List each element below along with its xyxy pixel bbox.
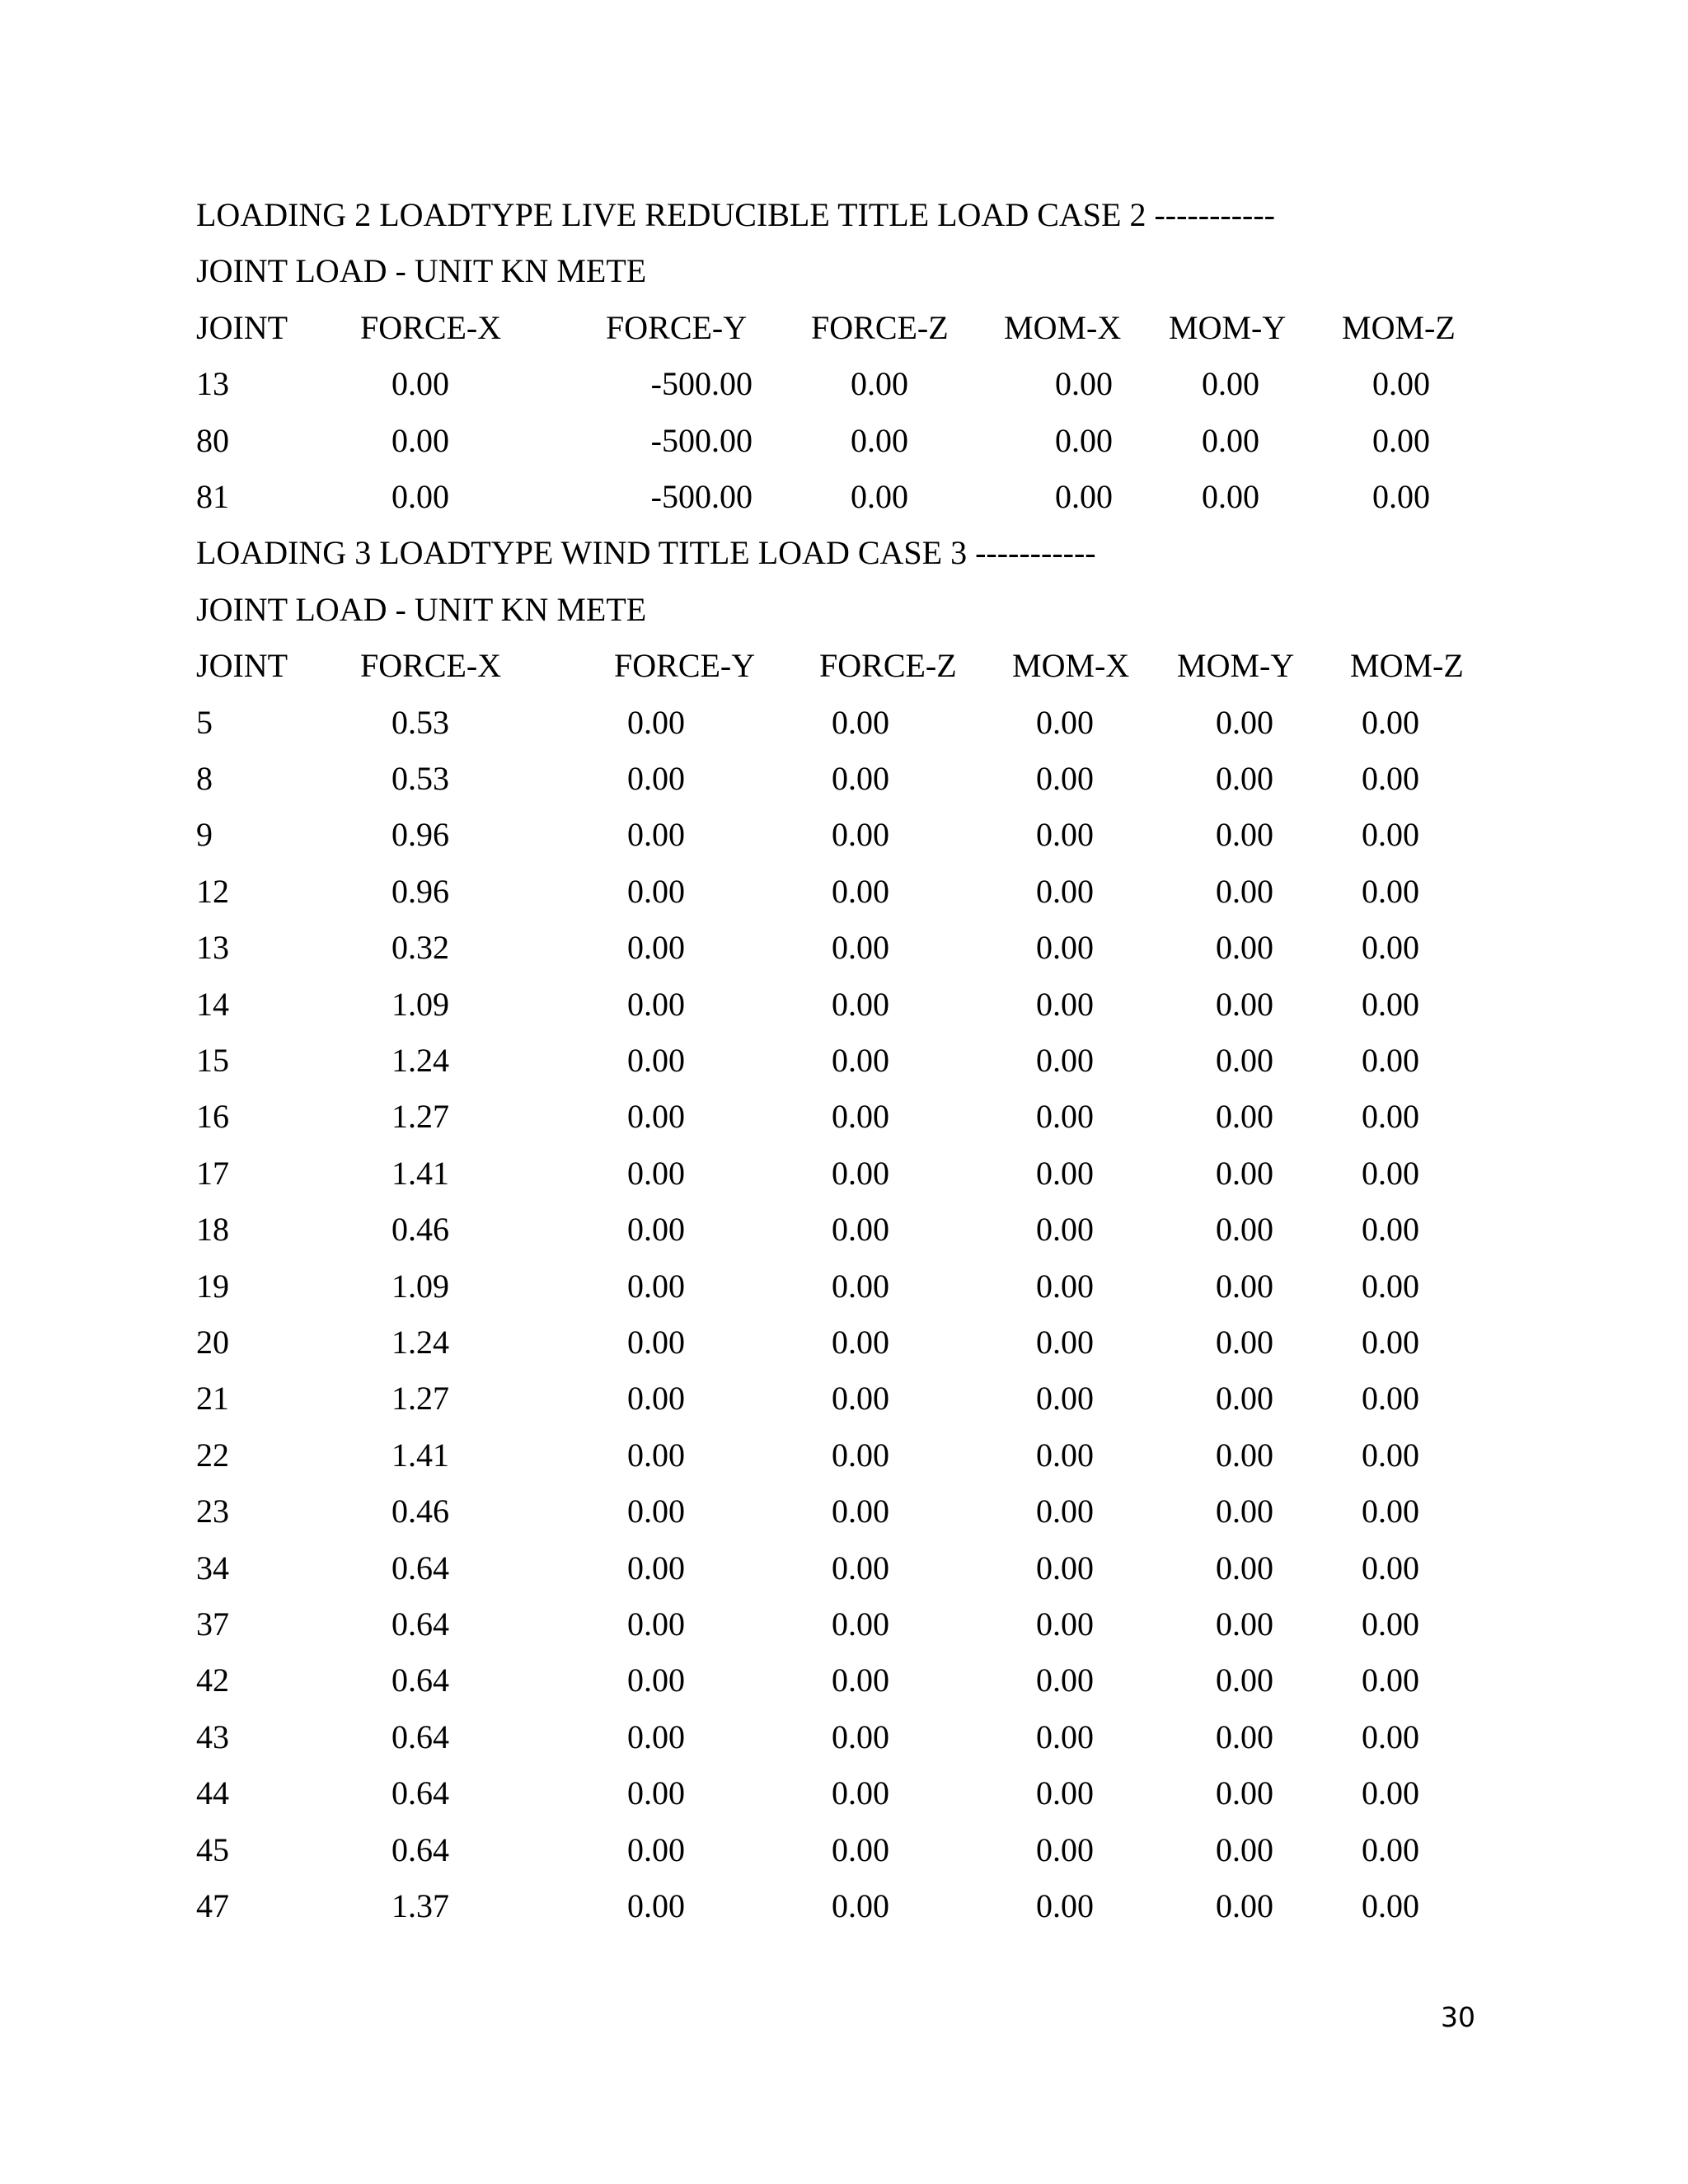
value-cell: 1.41	[392, 1154, 449, 1192]
value-cell: 0.53	[392, 760, 449, 797]
table-row	[0, 873, 1688, 911]
value-cell: 0.00	[832, 1380, 889, 1418]
value-cell: 0.00	[832, 1098, 889, 1136]
value-cell: 0.00	[1362, 1211, 1419, 1249]
value-cell: 0.00	[1202, 365, 1259, 403]
table-row	[0, 1549, 1688, 1587]
value-cell: 1.09	[392, 985, 449, 1023]
value-cell: 0.00	[1216, 1549, 1273, 1586]
value-cell: 0.00	[627, 1830, 685, 1868]
column-header: MOM-X	[1012, 647, 1130, 685]
joint-cell: 34	[196, 1549, 229, 1586]
value-cell: 0.00	[1202, 421, 1259, 459]
value-cell: 0.00	[832, 1887, 889, 1924]
value-cell: 0.00	[1036, 1830, 1094, 1868]
value-cell: 0.00	[1055, 421, 1113, 459]
value-cell: 0.64	[392, 1774, 449, 1812]
value-cell: 0.00	[1362, 1042, 1419, 1079]
value-cell: 0.00	[627, 1605, 685, 1643]
value-cell: 0.00	[1036, 1380, 1094, 1418]
joint-cell: 23	[196, 1493, 229, 1530]
value-cell: 0.00	[1216, 872, 1273, 910]
table-row	[0, 1324, 1688, 1361]
value-cell: 0.00	[1202, 478, 1259, 515]
table-row	[0, 704, 1688, 742]
value-cell: 0.00	[1036, 816, 1094, 854]
value-cell: 0.00	[1036, 1605, 1094, 1643]
value-cell: 0.00	[832, 1436, 889, 1474]
value-cell: 0.00	[1216, 1830, 1273, 1868]
value-cell: 0.00	[1216, 1887, 1273, 1924]
table-row	[0, 1211, 1688, 1249]
value-cell: 0.00	[1216, 1493, 1273, 1530]
value-cell: 0.00	[627, 760, 685, 797]
joint-cell: 42	[196, 1661, 229, 1699]
joint-cell: 43	[196, 1718, 229, 1755]
section-subheading: JOINT LOAD - UNIT KN METE	[196, 590, 647, 628]
value-cell: 0.00	[627, 929, 685, 967]
value-cell: 0.00	[627, 816, 685, 854]
value-cell: 0.00	[1036, 703, 1094, 741]
column-header: FORCE-Y	[614, 647, 756, 685]
joint-cell: 9	[196, 816, 213, 854]
table-row	[0, 760, 1688, 798]
table-row	[0, 1661, 1688, 1699]
value-cell: 0.00	[1216, 1774, 1273, 1812]
value-cell: 0.00	[1362, 1774, 1419, 1812]
section-subheading: JOINT LOAD - UNIT KN METE	[196, 252, 647, 290]
value-cell: 0.00	[832, 1774, 889, 1812]
value-cell: 0.00	[1362, 1267, 1419, 1305]
value-cell: 0.46	[392, 1211, 449, 1249]
value-cell: 0.00	[1362, 816, 1419, 854]
joint-cell: 13	[196, 365, 229, 403]
table-row	[0, 365, 1688, 403]
value-cell: 0.53	[392, 703, 449, 741]
value-cell: 1.37	[392, 1887, 449, 1924]
value-cell: 0.00	[627, 1267, 685, 1305]
value-cell: 0.00	[832, 1154, 889, 1192]
joint-cell: 15	[196, 1042, 229, 1079]
value-cell: 0.46	[392, 1493, 449, 1530]
value-cell: 0.00	[1362, 1324, 1419, 1361]
joint-cell: 45	[196, 1830, 229, 1868]
value-cell: 0.00	[627, 1718, 685, 1755]
joint-cell: 12	[196, 872, 229, 910]
table-row	[0, 816, 1688, 854]
value-cell: 0.00	[851, 478, 908, 515]
value-cell: 0.00	[1216, 703, 1273, 741]
value-cell: 1.41	[392, 1436, 449, 1474]
column-header: MOM-Z	[1350, 647, 1464, 685]
value-cell: 0.00	[627, 703, 685, 741]
value-cell: 0.00	[1362, 872, 1419, 910]
table-row	[0, 1268, 1688, 1305]
table-header-row	[0, 309, 1688, 347]
value-cell: 1.24	[392, 1042, 449, 1079]
value-cell: 0.00	[832, 872, 889, 910]
value-cell: 0.64	[392, 1605, 449, 1643]
value-cell: -500.00	[650, 365, 753, 403]
joint-cell: 22	[196, 1436, 229, 1474]
value-cell: 0.00	[627, 1887, 685, 1924]
column-header: JOINT	[196, 647, 288, 685]
value-cell: 0.00	[1036, 1154, 1094, 1192]
value-cell: 0.00	[1362, 1718, 1419, 1755]
value-cell: 0.96	[392, 816, 449, 854]
value-cell: 0.00	[1216, 760, 1273, 797]
value-cell: 0.00	[1036, 1661, 1094, 1699]
table-header-row	[0, 647, 1688, 685]
value-cell: 0.00	[1216, 1098, 1273, 1136]
value-cell: 0.00	[1372, 478, 1430, 515]
value-cell: 0.96	[392, 872, 449, 910]
joint-cell: 17	[196, 1154, 229, 1192]
value-cell: 0.00	[832, 1661, 889, 1699]
value-cell: 0.00	[627, 1436, 685, 1474]
value-cell: 0.00	[1216, 1605, 1273, 1643]
table-row	[0, 1380, 1688, 1418]
value-cell: 0.00	[832, 703, 889, 741]
joint-cell: 18	[196, 1211, 229, 1249]
page-number: 30	[1441, 2001, 1475, 2033]
value-cell: 0.00	[1362, 1549, 1419, 1586]
value-cell: -500.00	[650, 421, 753, 459]
value-cell: 0.00	[832, 1324, 889, 1361]
table-row	[0, 1887, 1688, 1925]
column-header: MOM-Y	[1169, 308, 1287, 346]
column-header: FORCE-Z	[811, 308, 949, 346]
column-header: FORCE-Y	[606, 308, 748, 346]
table-row	[0, 1831, 1688, 1869]
joint-cell: 13	[196, 929, 229, 967]
value-cell: 0.00	[1036, 872, 1094, 910]
value-cell: 0.00	[1362, 1436, 1419, 1474]
value-cell: 0.00	[1216, 1324, 1273, 1361]
joint-cell: 81	[196, 478, 229, 515]
joint-cell: 14	[196, 985, 229, 1023]
value-cell: 0.00	[832, 985, 889, 1023]
value-cell: 1.09	[392, 1267, 449, 1305]
joint-cell: 37	[196, 1605, 229, 1643]
value-cell: 1.24	[392, 1324, 449, 1361]
table-row	[0, 929, 1688, 967]
value-cell: -500.00	[650, 478, 753, 515]
value-cell: 0.00	[1362, 985, 1419, 1023]
value-cell: 0.00	[1036, 1718, 1094, 1755]
table-row	[0, 1493, 1688, 1530]
value-cell: 0.00	[832, 816, 889, 854]
joint-cell: 47	[196, 1887, 229, 1924]
value-cell: 0.00	[1036, 1267, 1094, 1305]
value-cell: 0.00	[832, 1211, 889, 1249]
table-row	[0, 478, 1688, 516]
value-cell: 0.00	[851, 365, 908, 403]
table-row	[0, 1042, 1688, 1080]
value-cell: 0.00	[832, 1267, 889, 1305]
value-cell: 0.00	[1036, 1042, 1094, 1079]
value-cell: 0.00	[1362, 1380, 1419, 1418]
value-cell: 0.00	[392, 478, 449, 515]
value-cell: 0.00	[1362, 1605, 1419, 1643]
value-cell: 0.00	[1216, 1661, 1273, 1699]
value-cell: 0.00	[1216, 1267, 1273, 1305]
value-cell: 0.00	[1036, 929, 1094, 967]
value-cell: 0.00	[1036, 985, 1094, 1023]
value-cell: 1.27	[392, 1098, 449, 1136]
table-row	[0, 1718, 1688, 1756]
value-cell: 0.00	[832, 760, 889, 797]
value-cell: 0.00	[1362, 1830, 1419, 1868]
value-cell: 0.00	[1036, 1887, 1094, 1924]
joint-cell: 19	[196, 1267, 229, 1305]
joint-cell: 20	[196, 1324, 229, 1361]
value-cell: 0.64	[392, 1718, 449, 1755]
value-cell: 0.00	[627, 1324, 685, 1361]
value-cell: 0.00	[1036, 1324, 1094, 1361]
table-row	[0, 422, 1688, 460]
column-header: MOM-Z	[1342, 308, 1456, 346]
value-cell: 0.00	[1362, 1098, 1419, 1136]
value-cell: 0.00	[1036, 1436, 1094, 1474]
joint-cell: 21	[196, 1380, 229, 1418]
value-cell: 0.00	[392, 365, 449, 403]
value-cell: 0.00	[1036, 1493, 1094, 1530]
value-cell: 0.00	[1216, 1211, 1273, 1249]
value-cell: 0.00	[392, 421, 449, 459]
joint-cell: 8	[196, 760, 213, 797]
table-row	[0, 1774, 1688, 1812]
joint-cell: 5	[196, 703, 213, 741]
value-cell: 1.27	[392, 1380, 449, 1418]
value-cell: 0.00	[1362, 1154, 1419, 1192]
value-cell: 0.00	[832, 1549, 889, 1586]
value-cell: 0.32	[392, 929, 449, 967]
value-cell: 0.00	[1216, 1042, 1273, 1079]
value-cell: 0.00	[627, 1493, 685, 1530]
value-cell: 0.00	[832, 1493, 889, 1530]
joint-cell: 80	[196, 421, 229, 459]
value-cell: 0.00	[1216, 1154, 1273, 1192]
value-cell: 0.00	[1216, 1718, 1273, 1755]
value-cell: 0.00	[627, 1380, 685, 1418]
column-header: FORCE-X	[360, 308, 502, 346]
value-cell: 0.00	[1362, 929, 1419, 967]
value-cell: 0.00	[1036, 1211, 1094, 1249]
value-cell: 0.00	[627, 1211, 685, 1249]
value-cell: 0.00	[1362, 760, 1419, 797]
table-row	[0, 1098, 1688, 1136]
value-cell: 0.00	[1036, 1774, 1094, 1812]
value-cell: 0.00	[832, 1718, 889, 1755]
value-cell: 0.00	[627, 1661, 685, 1699]
table-row	[0, 1155, 1688, 1193]
table-row	[0, 1436, 1688, 1474]
value-cell: 0.00	[851, 421, 908, 459]
value-cell: 0.00	[832, 929, 889, 967]
value-cell: 0.00	[627, 872, 685, 910]
column-header: FORCE-Z	[819, 647, 957, 685]
value-cell: 0.64	[392, 1549, 449, 1586]
value-cell: 0.00	[627, 985, 685, 1023]
table-row	[0, 986, 1688, 1024]
value-cell: 0.00	[832, 1605, 889, 1643]
value-cell: 0.00	[832, 1830, 889, 1868]
value-cell: 0.64	[392, 1661, 449, 1699]
value-cell: 0.00	[1055, 365, 1113, 403]
column-header: MOM-Y	[1177, 647, 1295, 685]
column-header: JOINT	[196, 308, 288, 346]
column-header: MOM-X	[1004, 308, 1122, 346]
value-cell: 0.64	[392, 1830, 449, 1868]
joint-cell: 16	[196, 1098, 229, 1136]
value-cell: 0.00	[1372, 365, 1430, 403]
value-cell: 0.00	[1055, 478, 1113, 515]
value-cell: 0.00	[1362, 1493, 1419, 1530]
value-cell: 0.00	[627, 1549, 685, 1586]
value-cell: 0.00	[627, 1098, 685, 1136]
section-heading: LOADING 3 LOADTYPE WIND TITLE LOAD CASE 3 -----------	[196, 534, 1096, 572]
value-cell: 0.00	[1372, 421, 1430, 459]
value-cell: 0.00	[1216, 1436, 1273, 1474]
column-header: FORCE-X	[360, 647, 502, 685]
value-cell: 0.00	[627, 1042, 685, 1079]
value-cell: 0.00	[1036, 1098, 1094, 1136]
value-cell: 0.00	[1036, 1549, 1094, 1586]
table-row	[0, 1605, 1688, 1643]
joint-cell: 44	[196, 1774, 229, 1812]
value-cell: 0.00	[1216, 1380, 1273, 1418]
value-cell: 0.00	[1362, 1887, 1419, 1924]
value-cell: 0.00	[1036, 760, 1094, 797]
section-heading: LOADING 2 LOADTYPE LIVE REDUCIBLE TITLE LOAD CASE 2 -----------	[196, 196, 1275, 233]
value-cell: 0.00	[1216, 985, 1273, 1023]
value-cell: 0.00	[627, 1154, 685, 1192]
value-cell: 0.00	[1216, 816, 1273, 854]
value-cell: 0.00	[1216, 929, 1273, 967]
value-cell: 0.00	[1362, 703, 1419, 741]
value-cell: 0.00	[627, 1774, 685, 1812]
value-cell: 0.00	[832, 1042, 889, 1079]
value-cell: 0.00	[1362, 1661, 1419, 1699]
